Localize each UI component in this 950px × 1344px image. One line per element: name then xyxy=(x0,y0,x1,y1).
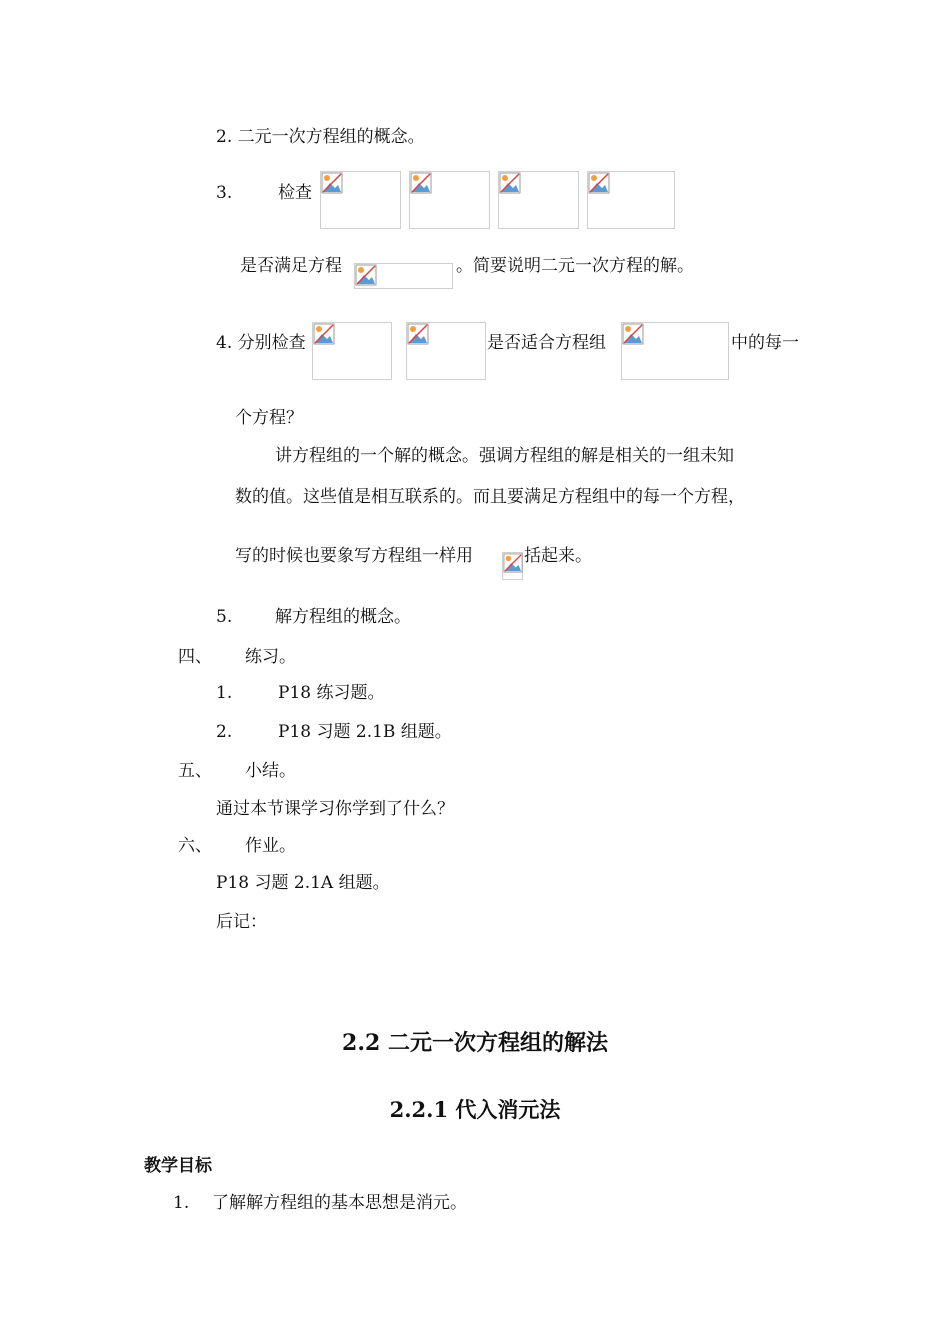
item-3-line2-end: 。简要说明二元一次方程的解。 xyxy=(456,256,694,276)
formula-image xyxy=(354,263,453,289)
item-4-end: 中的每一 xyxy=(731,333,799,353)
formula-image xyxy=(498,171,579,229)
section-4-number: 四、 xyxy=(178,647,212,667)
explanation-line-2: 数的值。这些值是相互联系的。而且要满足方程组中的每一个方程， xyxy=(235,487,745,507)
image-placeholder-icon xyxy=(407,323,429,345)
explanation-line-1: 讲方程组的一个解的概念。强调方程组的解是相关的一组未知 xyxy=(275,446,734,466)
formula-image xyxy=(409,171,490,229)
section-4-title: 练习。 xyxy=(245,647,296,667)
summary-question: 通过本节课学习你学到了什么？ xyxy=(216,799,454,819)
formula-image xyxy=(320,171,401,229)
item-4-middle: 是否适合方程组 xyxy=(487,333,606,353)
exercise-1-text: P18 练习题。 xyxy=(278,683,385,703)
exercise-2-number: 2. xyxy=(216,722,233,742)
formula-image xyxy=(406,322,486,380)
explanation-line-3: 写的时候也要象写方程组一样用 xyxy=(235,546,473,566)
exercise-1-number: 1. xyxy=(216,683,233,703)
section-6-number: 六、 xyxy=(178,836,212,856)
homework-text: P18 习题 2.1A 组题。 xyxy=(216,873,390,893)
formula-image xyxy=(587,171,675,229)
image-placeholder-icon xyxy=(588,172,610,194)
section-heading: 2.2 二元一次方程组的解法 xyxy=(342,1030,608,1056)
image-placeholder-icon xyxy=(410,172,432,194)
explanation-line-3-end: 括起来。 xyxy=(524,546,592,566)
exercise-2-text: P18 习题 2.1B 组题。 xyxy=(278,722,452,742)
image-placeholder-icon xyxy=(622,323,644,345)
goal-1-number: 1. xyxy=(173,1193,190,1213)
brace-image xyxy=(502,552,523,580)
image-placeholder-icon xyxy=(499,172,521,194)
item-2: 2. 二元一次方程组的概念。 xyxy=(216,127,425,147)
formula-image xyxy=(621,322,729,380)
image-placeholder-icon xyxy=(321,172,343,194)
item-5-text: 解方程组的概念。 xyxy=(275,607,411,627)
image-placeholder-icon xyxy=(503,553,523,573)
section-5-title: 小结。 xyxy=(245,761,296,781)
section-5-number: 五、 xyxy=(178,761,212,781)
item-4-continuation: 个方程？ xyxy=(235,408,303,428)
item-4-start: 4. 分别检查 xyxy=(216,333,306,353)
item-3-text: 检查 xyxy=(278,183,312,203)
image-placeholder-icon xyxy=(313,323,335,345)
image-placeholder-icon xyxy=(355,264,377,286)
formula-image xyxy=(312,322,392,380)
item-3-line2-start: 是否满足方程 xyxy=(240,256,342,276)
section-6-title: 作业。 xyxy=(245,836,296,856)
notes-label: 后记： xyxy=(216,912,267,932)
subsection-heading: 2.2.1 代入消元法 xyxy=(389,1097,561,1122)
goal-1-text: 了解解方程组的基本思想是消元。 xyxy=(212,1193,467,1213)
teaching-goals-heading: 教学目标 xyxy=(144,1156,212,1176)
item-5-number: 5. xyxy=(216,607,233,627)
item-3-number: 3. xyxy=(216,183,233,203)
